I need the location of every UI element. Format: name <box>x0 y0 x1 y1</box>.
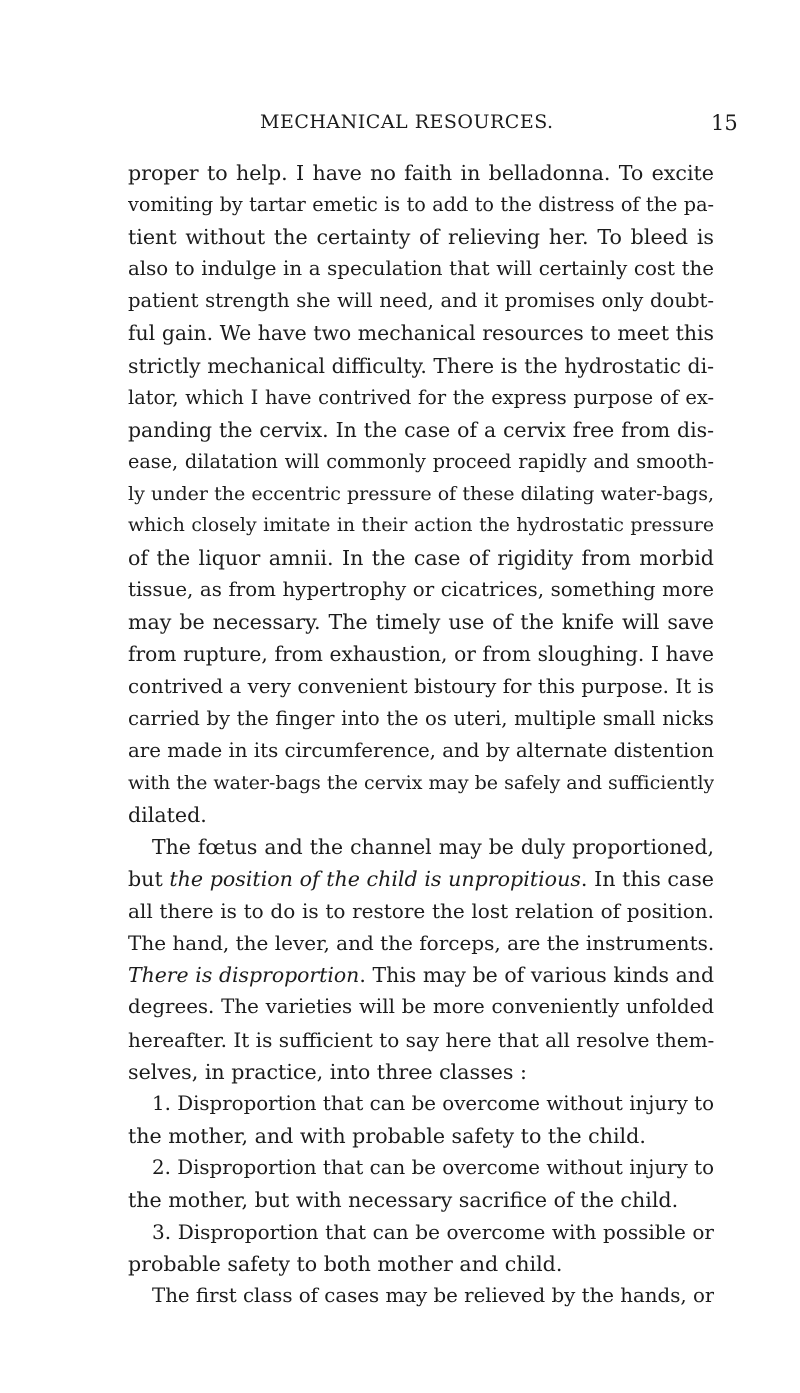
list-item: 2. Disproportion that can be overcome without injury to <box>152 1155 714 1179</box>
text-line: probable safety to both mother and child. <box>128 1252 563 1277</box>
text-line: carried by the finger into the os uteri, multiple small nicks <box>128 706 714 730</box>
text-line: tient without the certainty of relieving her. To bleed is <box>128 225 714 250</box>
text-line: tissue, as from hypertrophy or cicatrices, something more <box>128 578 714 602</box>
text-line: patient strength she will need, and it promises only doubt- <box>128 289 714 313</box>
text-line: ly under the eccentric pressure of these dilating water-bags, <box>128 482 714 505</box>
page-number: 15 <box>711 111 738 135</box>
text-line: hereafter. It is sufficient to say here that all resolve them- <box>128 1027 714 1052</box>
text-line: lator, which I have contrived for the express purpose of ex- <box>128 385 714 409</box>
text-line: all there is to do is to restore the lost relation of position. <box>128 899 714 924</box>
text-line: selves, in practice, into three classes : <box>128 1059 527 1084</box>
text-line: the mother, but with necessary sacrifice of the child. <box>128 1188 679 1212</box>
text-line: the mother, and with probable safety to the child. <box>128 1123 646 1148</box>
text-line: dilated. <box>128 802 207 827</box>
text-line: which closely imitate in their action the hydrostatic pressure <box>128 515 714 537</box>
text-line: ful gain. We have two mechanical resources to meet this <box>128 321 714 346</box>
running-head: MECHANICAL RESOURCES. <box>260 111 554 133</box>
text-line: strictly mechanical difficulty. There is the hydrostatic di- <box>128 353 714 378</box>
text-line: from rupture, from exhaustion, or from sloughing. I have <box>128 642 714 667</box>
text-line: contrived a very convenient bistoury for this purpose. It is <box>128 674 714 698</box>
text-line: of the liquor amnii. In the case of rigidity from morbid <box>128 546 714 571</box>
text-line: degrees. The varieties will be more conveniently unfolded <box>128 995 714 1019</box>
list-item: 3. Disproportion that can be overcome with possible or <box>152 1220 714 1245</box>
text-line: The first class of cases may be relieved by the hands, or <box>152 1284 714 1308</box>
text-line: The fœtus and the channel may be duly proportioned, <box>152 834 714 859</box>
italic-phrase: the position of the child is unpropitious <box>169 867 581 892</box>
text-line: proper to help. I have no faith in belladonna. To excite <box>128 161 714 185</box>
text-line: There is disproportion. This may be of various kinds and <box>128 963 714 988</box>
body-text <box>128 157 714 1312</box>
text-line: with the water-bags the cervix may be safely and sufficiently <box>128 771 714 794</box>
text-line: are made in its circumference, and by alternate distention <box>128 738 714 762</box>
text-line: The hand, the lever, and the forceps, are the instruments. <box>128 931 714 956</box>
text-line: also to indulge in a speculation that will certainly cost the <box>128 257 714 281</box>
text-line: panding the cervix. In the case of a cervix free from dis- <box>128 417 714 442</box>
italic-phrase: There is disproportion <box>128 963 360 988</box>
text-line: but the position of the child is unpropitious. In this case <box>128 867 714 892</box>
text-line: vomiting by tartar emetic is to add to the distress of the pa- <box>128 193 714 217</box>
text-line: ease, dilatation will commonly proceed rapidly and smooth- <box>128 449 714 473</box>
text-line: may be necessary. The timely use of the knife will save <box>128 610 714 635</box>
list-item: 1. Disproportion that can be overcome without injury to <box>152 1091 714 1115</box>
